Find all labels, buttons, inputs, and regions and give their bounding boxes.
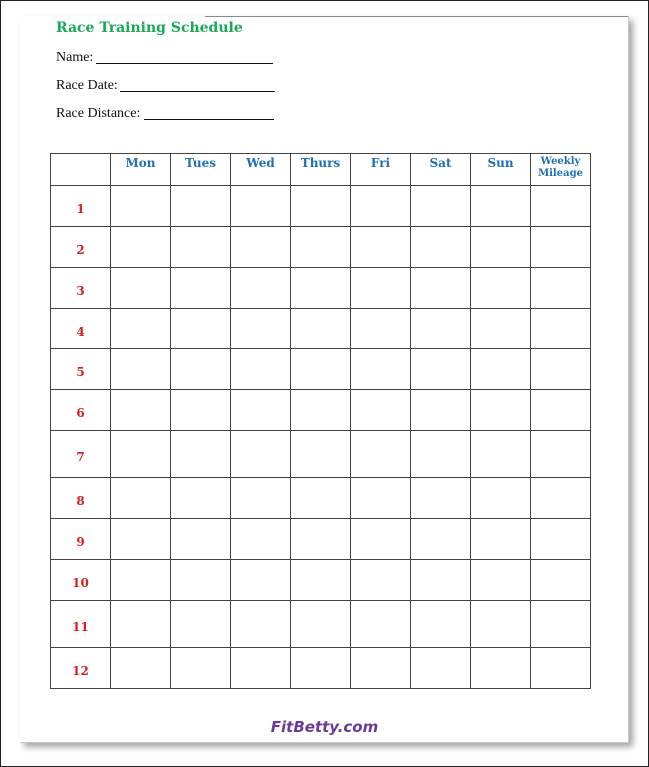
week-number: 1 (76, 202, 85, 216)
week-number-cell (51, 309, 111, 349)
day-cell-sat[interactable] (411, 390, 471, 431)
day-cell-wed[interactable] (231, 648, 291, 689)
week-number: 6 (76, 406, 85, 420)
weekly-mileage-header-line2: Mileage (538, 168, 583, 179)
week-number-cell (51, 601, 111, 648)
table-row (51, 478, 591, 519)
name-field-row (56, 50, 93, 66)
name-field-label: Name: (56, 50, 94, 65)
day-cell-sat[interactable] (411, 648, 471, 689)
day-cell-tues[interactable] (171, 390, 231, 431)
page-top-edge (205, 16, 628, 17)
weekly-mileage-cell[interactable] (531, 227, 591, 268)
week-number-cell (51, 349, 111, 390)
weekly-mileage-cell[interactable] (531, 268, 591, 309)
day-cell-sat[interactable] (411, 601, 471, 648)
day-cell-mon[interactable] (111, 390, 171, 431)
day-header-sat: Sat (411, 154, 471, 186)
weekly-mileage-cell[interactable] (531, 601, 591, 648)
day-cell-fri[interactable] (351, 349, 411, 390)
weekly-mileage-cell[interactable] (531, 431, 591, 478)
week-number: 9 (76, 535, 85, 549)
day-cell-sun[interactable] (471, 390, 531, 431)
race-distance-field-line (144, 119, 274, 120)
day-cell-sat[interactable] (411, 519, 471, 560)
table-row (51, 227, 591, 268)
day-cell-thurs[interactable] (291, 268, 351, 309)
day-cell-thurs[interactable] (291, 478, 351, 519)
day-cell-tues[interactable] (171, 478, 231, 519)
weekly-mileage-cell[interactable] (531, 309, 591, 349)
day-cell-sat[interactable] (411, 309, 471, 349)
day-cell-fri[interactable] (351, 186, 411, 227)
day-cell-sun[interactable] (471, 268, 531, 309)
day-cell-tues[interactable] (171, 648, 231, 689)
day-cell-mon[interactable] (111, 186, 171, 227)
day-cell-sat[interactable] (411, 560, 471, 601)
week-number-cell (51, 186, 111, 227)
day-cell-sat[interactable] (411, 478, 471, 519)
day-cell-tues[interactable] (171, 309, 231, 349)
day-cell-fri[interactable] (351, 648, 411, 689)
day-cell-sun[interactable] (471, 227, 531, 268)
day-cell-sun[interactable] (471, 309, 531, 349)
day-cell-wed[interactable] (231, 390, 291, 431)
day-cell-wed[interactable] (231, 186, 291, 227)
weekly-mileage-cell[interactable] (531, 349, 591, 390)
day-cell-mon[interactable] (111, 648, 171, 689)
day-cell-mon[interactable] (111, 519, 171, 560)
day-cell-tues[interactable] (171, 186, 231, 227)
day-cell-tues[interactable] (171, 349, 231, 390)
day-cell-sun[interactable] (471, 560, 531, 601)
week-number-cell (51, 431, 111, 478)
day-cell-mon[interactable] (111, 227, 171, 268)
day-cell-sun[interactable] (471, 478, 531, 519)
week-number: 10 (72, 576, 89, 590)
day-cell-mon[interactable] (111, 601, 171, 648)
week-number: 2 (76, 243, 85, 257)
table-header-row (51, 154, 591, 186)
table-row (51, 390, 591, 431)
day-cell-fri[interactable] (351, 519, 411, 560)
week-number-cell (51, 227, 111, 268)
week-number-cell (51, 390, 111, 431)
day-cell-mon[interactable] (111, 268, 171, 309)
day-cell-fri[interactable] (351, 390, 411, 431)
table-row (51, 309, 591, 349)
day-cell-tues[interactable] (171, 227, 231, 268)
table-row (51, 560, 591, 601)
day-cell-sat[interactable] (411, 268, 471, 309)
day-cell-tues[interactable] (171, 431, 231, 478)
weekly-mileage-cell[interactable] (531, 478, 591, 519)
day-cell-wed[interactable] (231, 349, 291, 390)
weekly-mileage-cell[interactable] (531, 519, 591, 560)
day-cell-wed[interactable] (231, 268, 291, 309)
day-cell-thurs[interactable] (291, 227, 351, 268)
day-cell-fri[interactable] (351, 601, 411, 648)
day-header-mon: Mon (111, 154, 171, 186)
weekly-mileage-header (531, 154, 591, 186)
race-distance-field-row (56, 106, 140, 122)
day-cell-sat[interactable] (411, 186, 471, 227)
table-row (51, 186, 591, 227)
day-cell-sun[interactable] (471, 186, 531, 227)
week-number: 4 (76, 324, 85, 339)
race-date-field-row (56, 78, 118, 94)
weekly-mileage-cell[interactable] (531, 648, 591, 689)
table-row (51, 519, 591, 560)
day-header-tues: Tues (171, 154, 231, 186)
day-cell-thurs[interactable] (291, 560, 351, 601)
day-cell-wed[interactable] (231, 309, 291, 349)
day-header-sun: Sun (471, 154, 531, 186)
weekly-mileage-cell[interactable] (531, 390, 591, 431)
weekly-mileage-cell[interactable] (531, 560, 591, 601)
day-cell-sun[interactable] (471, 601, 531, 648)
week-number: 5 (76, 365, 85, 379)
day-cell-fri[interactable] (351, 431, 411, 478)
week-number: 8 (76, 494, 85, 508)
week-number-cell (51, 519, 111, 560)
day-header-fri: Fri (351, 154, 411, 186)
day-cell-thurs[interactable] (291, 309, 351, 349)
day-cell-thurs[interactable] (291, 519, 351, 560)
table-row (51, 431, 591, 478)
day-cell-fri[interactable] (351, 478, 411, 519)
day-cell-sat[interactable] (411, 349, 471, 390)
day-cell-thurs[interactable] (291, 601, 351, 648)
week-number-cell (51, 560, 111, 601)
week-number-cell (51, 648, 111, 689)
day-cell-thurs[interactable] (291, 431, 351, 478)
corner-header-cell (51, 154, 111, 186)
table-row (51, 601, 591, 648)
day-cell-thurs[interactable] (291, 186, 351, 227)
week-number-cell (51, 268, 111, 309)
day-cell-thurs[interactable] (291, 648, 351, 689)
day-cell-tues[interactable] (171, 268, 231, 309)
footer-brand: FitBetty.com (270, 718, 379, 736)
day-cell-wed[interactable] (231, 431, 291, 478)
day-cell-wed[interactable] (231, 478, 291, 519)
day-cell-mon[interactable] (111, 309, 171, 349)
day-cell-fri[interactable] (351, 560, 411, 601)
day-cell-fri[interactable] (351, 268, 411, 309)
day-header-thurs: Thurs (291, 154, 351, 186)
week-number: 11 (72, 620, 89, 634)
table-row (51, 349, 591, 390)
day-header-wed: Wed (231, 154, 291, 186)
day-cell-thurs[interactable] (291, 390, 351, 431)
training-schedule-table (50, 153, 591, 689)
week-number: 7 (76, 450, 85, 464)
weekly-mileage-header-line1: Weekly (540, 156, 581, 167)
table-row (51, 648, 591, 689)
day-cell-sat[interactable] (411, 227, 471, 268)
day-cell-mon[interactable] (111, 478, 171, 519)
weekly-mileage-cell[interactable] (531, 186, 591, 227)
race-date-field-label: Race Date: (56, 78, 118, 93)
day-cell-tues[interactable] (171, 601, 231, 648)
day-cell-wed[interactable] (231, 601, 291, 648)
day-cell-sun[interactable] (471, 519, 531, 560)
day-cell-mon[interactable] (111, 431, 171, 478)
race-date-field-line (120, 91, 275, 92)
week-number: 12 (72, 664, 89, 678)
day-cell-tues[interactable] (171, 519, 231, 560)
day-cell-mon[interactable] (111, 349, 171, 390)
race-distance-field-label: Race Distance: (56, 106, 141, 121)
document-title: Race Training Schedule (56, 20, 243, 36)
day-cell-fri[interactable] (351, 227, 411, 268)
day-cell-wed[interactable] (231, 560, 291, 601)
day-cell-wed[interactable] (231, 227, 291, 268)
day-cell-wed[interactable] (231, 519, 291, 560)
day-cell-sun[interactable] (471, 648, 531, 689)
name-field-line (96, 63, 273, 64)
week-number-cell (51, 478, 111, 519)
day-cell-sun[interactable] (471, 349, 531, 390)
week-number: 3 (76, 284, 85, 298)
day-cell-thurs[interactable] (291, 349, 351, 390)
day-cell-fri[interactable] (351, 309, 411, 349)
day-cell-mon[interactable] (111, 560, 171, 601)
day-cell-tues[interactable] (171, 560, 231, 601)
day-cell-sun[interactable] (471, 431, 531, 478)
table-row (51, 268, 591, 309)
day-cell-sat[interactable] (411, 431, 471, 478)
